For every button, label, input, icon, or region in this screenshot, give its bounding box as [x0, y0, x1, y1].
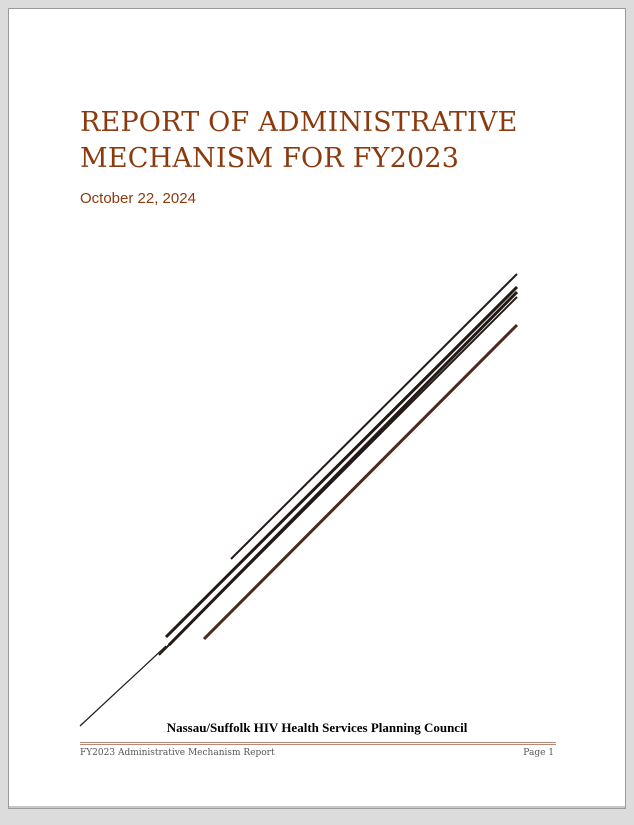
page-bottom-edge	[9, 806, 625, 808]
footer-page-number: Page 1	[523, 748, 554, 758]
title-line-1: REPORT OF ADMINISTRATIVE	[80, 107, 518, 138]
diagonal-line-2	[166, 287, 517, 637]
footer-divider	[80, 742, 556, 745]
document-date: October 22, 2024	[80, 190, 196, 207]
diagonal-line-5	[80, 646, 166, 726]
diagonal-line-4	[159, 297, 517, 655]
title-line-2: MECHANISM FOR FY2023	[80, 143, 460, 174]
decorative-diagonal-lines	[9, 9, 626, 809]
diagonal-line-6	[204, 325, 517, 639]
organization-name: Nassau/Suffolk HIV Health Services Planning Council	[166, 720, 468, 735]
diagonal-line-1	[231, 274, 517, 559]
footer-report-name: FY2023 Administrative Mechanism Report	[80, 748, 275, 758]
document-page	[8, 8, 626, 809]
